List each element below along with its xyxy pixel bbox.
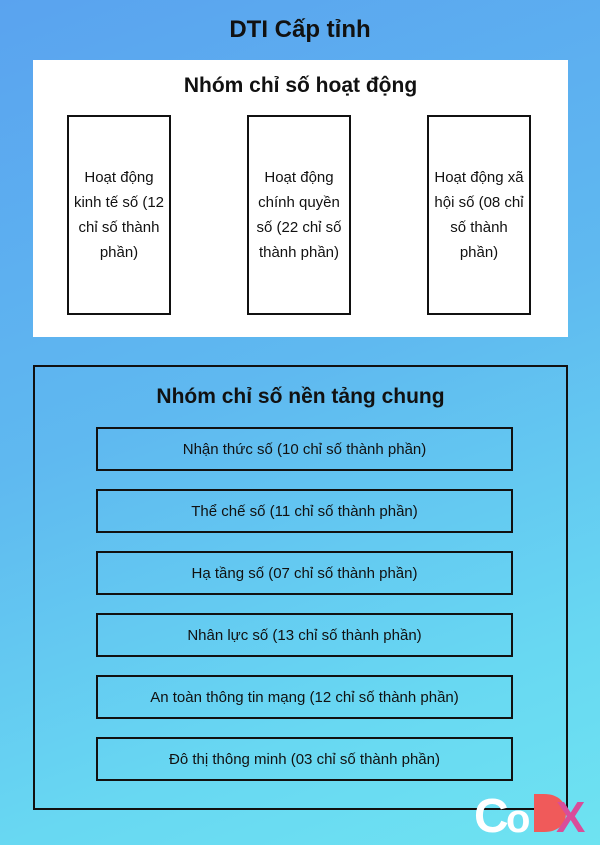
foundation-group-panel: [33, 365, 568, 810]
foundation-box-smart-city: Đô thị thông minh (03 chỉ số thành phần): [96, 737, 513, 781]
foundation-box-human-resources: Nhân lực số (13 chỉ số thành phần): [96, 613, 513, 657]
activity-box-society: Hoạt động xã hội số (08 chỉ số thành phần): [427, 115, 531, 315]
foundation-box-infrastructure: Hạ tầng số (07 chỉ số thành phần): [96, 551, 513, 595]
activity-group-panel: [33, 60, 568, 337]
page-title: DTI Cấp tỉnh: [229, 16, 371, 43]
svg-text:o: o: [506, 797, 531, 840]
foundation-group-title: Nhóm chỉ số nền tảng chung: [156, 385, 445, 408]
foundation-box-awareness: Nhận thức số (10 chỉ số thành phần): [96, 427, 513, 471]
activity-group-title: Nhóm chỉ số hoạt động: [183, 74, 418, 97]
codx-logo: [472, 786, 600, 840]
foundation-box-institution: Thể chế số (11 chỉ số thành phần): [96, 489, 513, 533]
svg-text:X: X: [556, 793, 586, 840]
activity-box-economy: Hoạt động kinh tế số (12 chỉ số thành phần): [67, 115, 171, 315]
foundation-box-cybersecurity: An toàn thông tin mạng (12 chỉ số thành phần): [96, 675, 513, 719]
svg-text:C: C: [474, 790, 509, 840]
activity-box-government: Hoạt động chính quyền số (22 chỉ số thành phần): [247, 115, 351, 315]
